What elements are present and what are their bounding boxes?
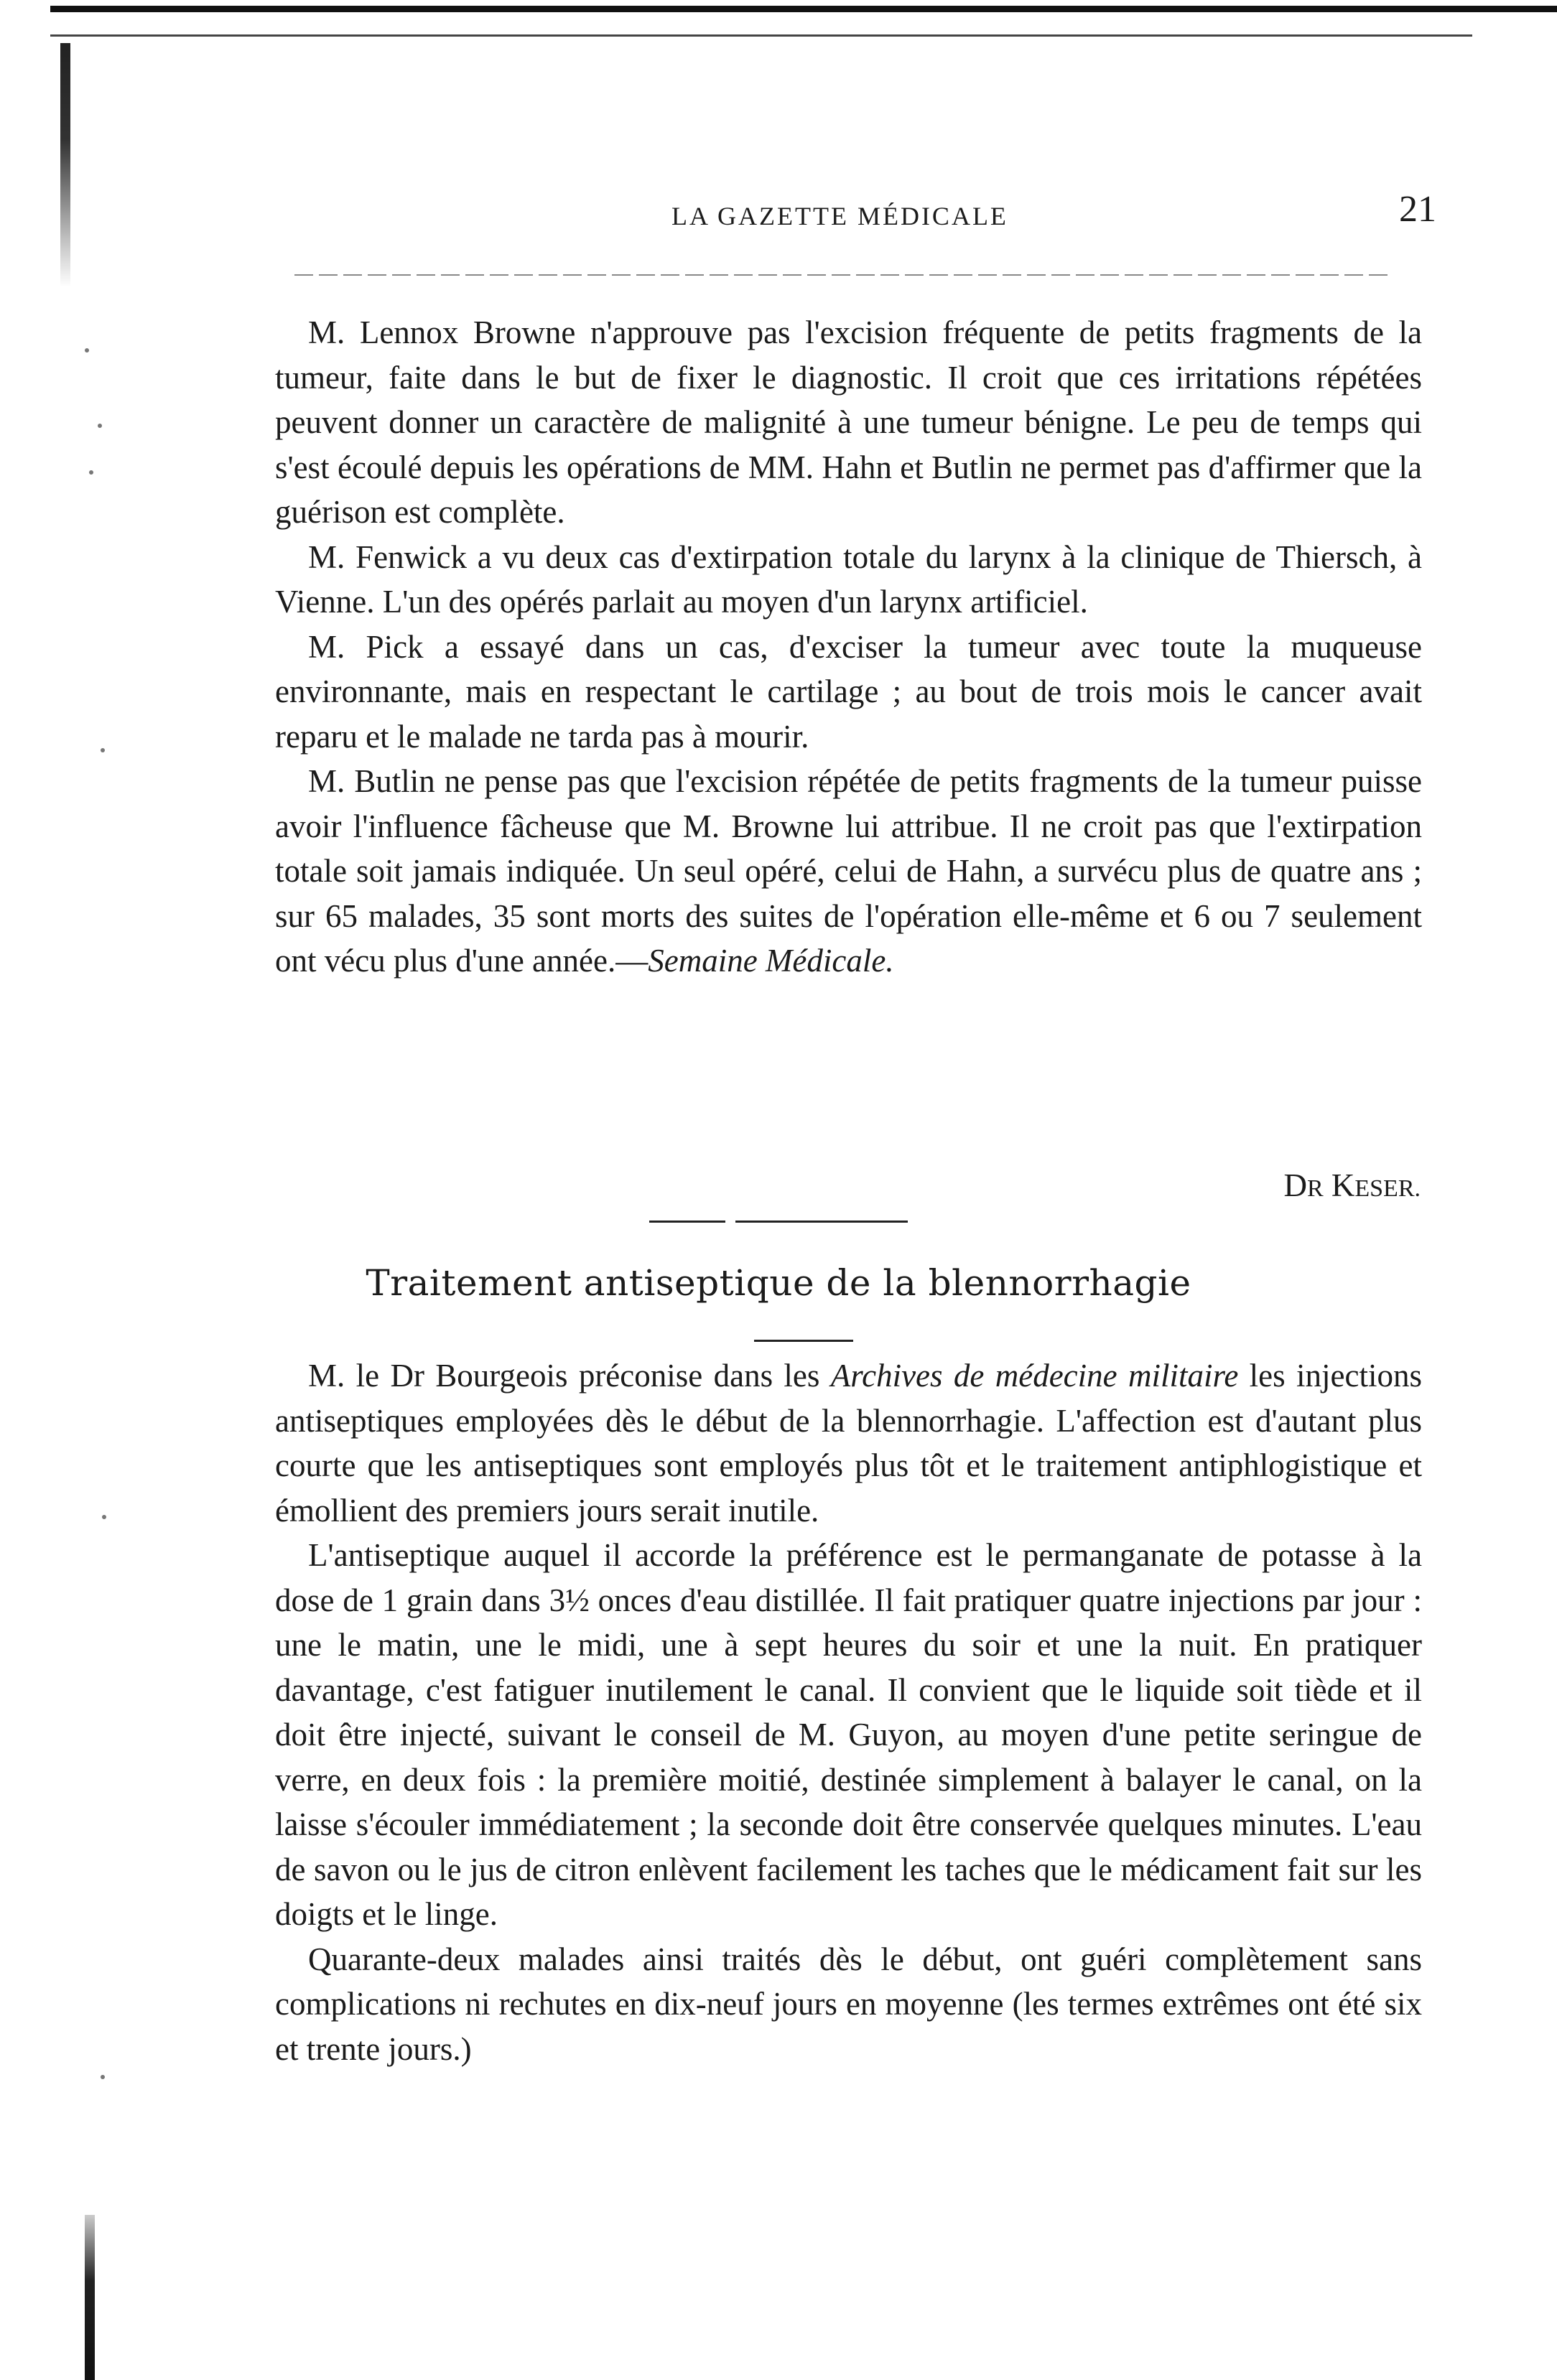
running-title: LA GAZETTE MÉDICALE bbox=[671, 202, 1008, 230]
paragraph: M. Lennox Browne n'approuve pas l'excision fréquente de petits fragments de la tumeur, faite dans le but de fixer le diagnostic. Il croit que ces irritations répétées peuvent donner un caractère de malignité à une tumeur bénigne. Le peu de temps qui s'est écoulé depuis les opérations de MM. Hahn et Butlin ne permet pas d'affirmer que la guérison est complète. bbox=[275, 314, 1422, 530]
article-body bbox=[275, 1353, 1422, 2071]
title-underline bbox=[754, 1340, 853, 1342]
scan-speck bbox=[89, 470, 93, 475]
running-head bbox=[273, 188, 1436, 231]
paragraph: L'antiseptique auquel il accorde la préférence est le permanganate de potasse à la dose de 1 grain dans 3½ onces d'eau distillée. Il fait pratiquer quatre injections par jour : une le matin, une le midi, une à sept heures du soir et une la nuit. En pratiquer davantage, c'est fatiguer inutilement le canal. Il convient que le liquide soit tiède et il doit être injecté, suivant le conseil de M. Guyon, au moyen d'une petite seringue de verre, en deux fois : la première moitié, destinée simplement à balayer le canal, on la laisse s'écouler immédiatement ; la seconde doit être conservée quelques minutes. L'eau de savon ou le jus de citron enlèvent facilement les taches que le médicament fait sur les doigts et le linge. bbox=[275, 1537, 1422, 1932]
page-number: 21 bbox=[1399, 189, 1436, 230]
scan-top-line bbox=[50, 34, 1472, 37]
paragraph bbox=[275, 759, 1422, 984]
scan-speck bbox=[85, 348, 89, 353]
scan-top-edge bbox=[50, 6, 1557, 12]
scan-speck bbox=[102, 1515, 106, 1519]
article-continuation bbox=[275, 310, 1422, 984]
sig-dr-initial: D bbox=[1283, 1167, 1307, 1203]
section-divider bbox=[649, 1221, 908, 1223]
paragraph-text: M. le Dr Bourgeois préconise dans les bbox=[308, 1358, 831, 1394]
section-divider-gap bbox=[725, 1221, 735, 1223]
paragraph: Quarante-deux malades ainsi traités dès le début, ont guéri complètement sans complications ni rechutes en dix-neuf jours en moyenne (les termes extrêmes ont été six et trente jours.) bbox=[275, 1941, 1422, 2067]
sig-dr-rest: R bbox=[1306, 1175, 1324, 1202]
scan-speck bbox=[98, 424, 102, 428]
paragraph bbox=[275, 1353, 1422, 1533]
scan-left-edge-shadow-bottom bbox=[85, 2215, 95, 2380]
paragraph: M. Pick a essayé dans un cas, d'exciser la tumeur avec toute la muqueuse environnante, mais en respectant le cartilage ; au bout de trois mois le cancer avait reparu et le malade ne tarda pas à mourir. bbox=[275, 628, 1422, 755]
journal-title: Archives de médecine militaire bbox=[830, 1358, 1239, 1394]
scan-left-edge-shadow bbox=[60, 43, 70, 287]
scan-speck bbox=[101, 2075, 105, 2079]
paragraph-text: M. Butlin ne pense pas que l'excision répétée de petits fragments de la tumeur puisse avoir l'influence fâcheuse que M. Browne lui attribue. Il ne croit pas que l'extirpation totale soit jamais indiquée. Un seul opéré, celui de Hahn, a survécu plus de quatre ans ; sur 65 malades, 35 sont morts des suites de l'opération elle-même et 6 ou 7 seulement ont vécu plus d'une année.— bbox=[275, 763, 1422, 979]
author-signature bbox=[1283, 1167, 1421, 1204]
sig-name-initial: K bbox=[1331, 1167, 1355, 1203]
paragraph-text: les injections antiseptiques employées dès le début de la blennorrhagie. L'affection est d'autant plus courte que les antiseptiques sont employés plus tôt et le traitement antiphlogistique et émollient des premiers jours serait inutile. bbox=[275, 1358, 1422, 1529]
section-title: Traitement antiseptique de la blennorrhagie bbox=[366, 1262, 1191, 1304]
paragraph: M. Fenwick a vu deux cas d'extirpation totale du larynx à la clinique de Thiersch, à Vienne. L'un des opérés parlait au moyen d'un larynx artificiel. bbox=[275, 538, 1422, 620]
source-citation: Semaine Médicale. bbox=[648, 943, 894, 979]
header-rule bbox=[294, 274, 1393, 276]
sig-name-rest: ESER. bbox=[1354, 1175, 1421, 1202]
scan-speck bbox=[101, 748, 105, 752]
